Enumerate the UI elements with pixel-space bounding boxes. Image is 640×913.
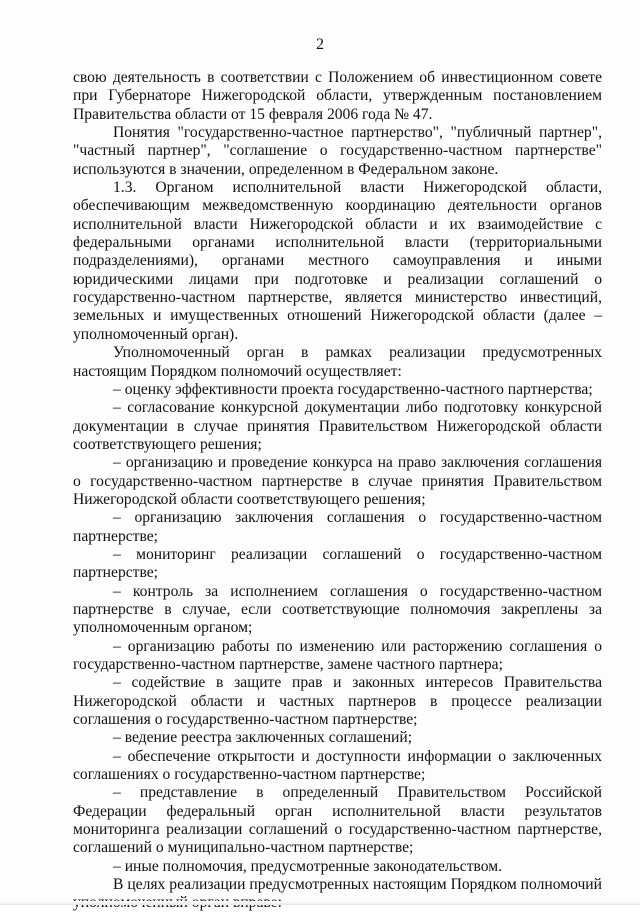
list-item-tender-documentation: – согласование конкурсной документации либо подготовку конкурсной документации в случае принятия Правительством Нижегородской области соответствующего решения;: [73, 399, 602, 453]
list-item-monitoring: – мониторинг реализации соглашений о государственно-частном партнерстве;: [73, 545, 602, 582]
scan-bottom-edge: [0, 901, 640, 905]
paragraph-rights-intro: В целях реализации предусмотренных настоящим Порядком полномочий: [113, 876, 602, 894]
list-item-amendment-termination: – организацию работы по изменению или расторжению соглашения о государственно-частном партнерстве, замене частного партнера;: [73, 637, 602, 673]
list-item-efficiency-assessment: – оценку эффективности проекта государственно-частного партнерства;: [113, 380, 593, 398]
list-item-agreement-conclusion: – организацию заключения соглашения о государственно-частном партнерстве;: [73, 509, 602, 545]
list-item-rights-protection: – содействие в защите прав и законных интересов Правительства Нижегородской области и частных партнеров в процессе реализации соглашения о государственно-частном партнерстве;: [73, 674, 602, 729]
list-item-other-powers: – иные полномочия, предусмотренные законодательством.: [113, 857, 503, 875]
paragraph-investment-council: свою деятельность в соответствии с Положением об инвестиционном совете при Губернаторе Нижегородской области, утвержденным постановлением Правительства области от 15 февраля 2006 года № 47.: [73, 69, 602, 123]
paragraph-concepts: Понятия "государственно-частное партнерство", "публичный партнер", "частный партнер", "соглашение о государственно-частном партнерстве" используются в значении, определенном в Федеральном законе.: [73, 124, 602, 178]
document-body: [73, 69, 602, 913]
page-number: 2: [316, 36, 324, 53]
list-item-register: – ведение реестра заключенных соглашений;: [113, 729, 413, 747]
list-item-tender-organization: – организацию и проведение конкурса на право заключения соглашения о государственно-частном партнерстве в случае принятия Правительством Нижегородской области соответствующего решения;: [73, 454, 602, 508]
list-item-monitoring-reporting: – представление в определенный Правительством Российской Федерации федеральный орган исполнительной власти результатов мониторинга реализации соглашений о государственно-частном партнерстве, соглашений о муниципально-частном партнерстве;: [73, 784, 602, 857]
paragraph-powers-intro: Уполномоченный орган в рамках реализации предусмотренных настоящим Порядком полномочий осуществляет:: [73, 344, 602, 380]
list-item-execution-control: – контроль за исполнением соглашения о государственно-частном партнерстве в случае, если соответствующие полномочия закреплены за уполномоченным органом;: [73, 582, 602, 637]
paragraph-authorized-body: 1.3. Органом исполнительной власти Нижегородской области, обеспечивающим межведомственную координацию деятельности органов исполнительной власти Нижегородской области и их взаимодействие с федеральными органами исполнительной власти (территориальными подразделениями), органами местного самоуправления и иными юридическими лицами при подготовке и реализации соглашений о государственно-частном партнерстве, является министерство инвестиций, земельных и имущественных отношений Нижегородской области (далее – уполномоченный орган).: [73, 179, 602, 343]
list-item-transparency: – обеспечение открытости и доступности информации о заключенных соглашениях о государственно-частном партнерстве;: [73, 747, 602, 784]
